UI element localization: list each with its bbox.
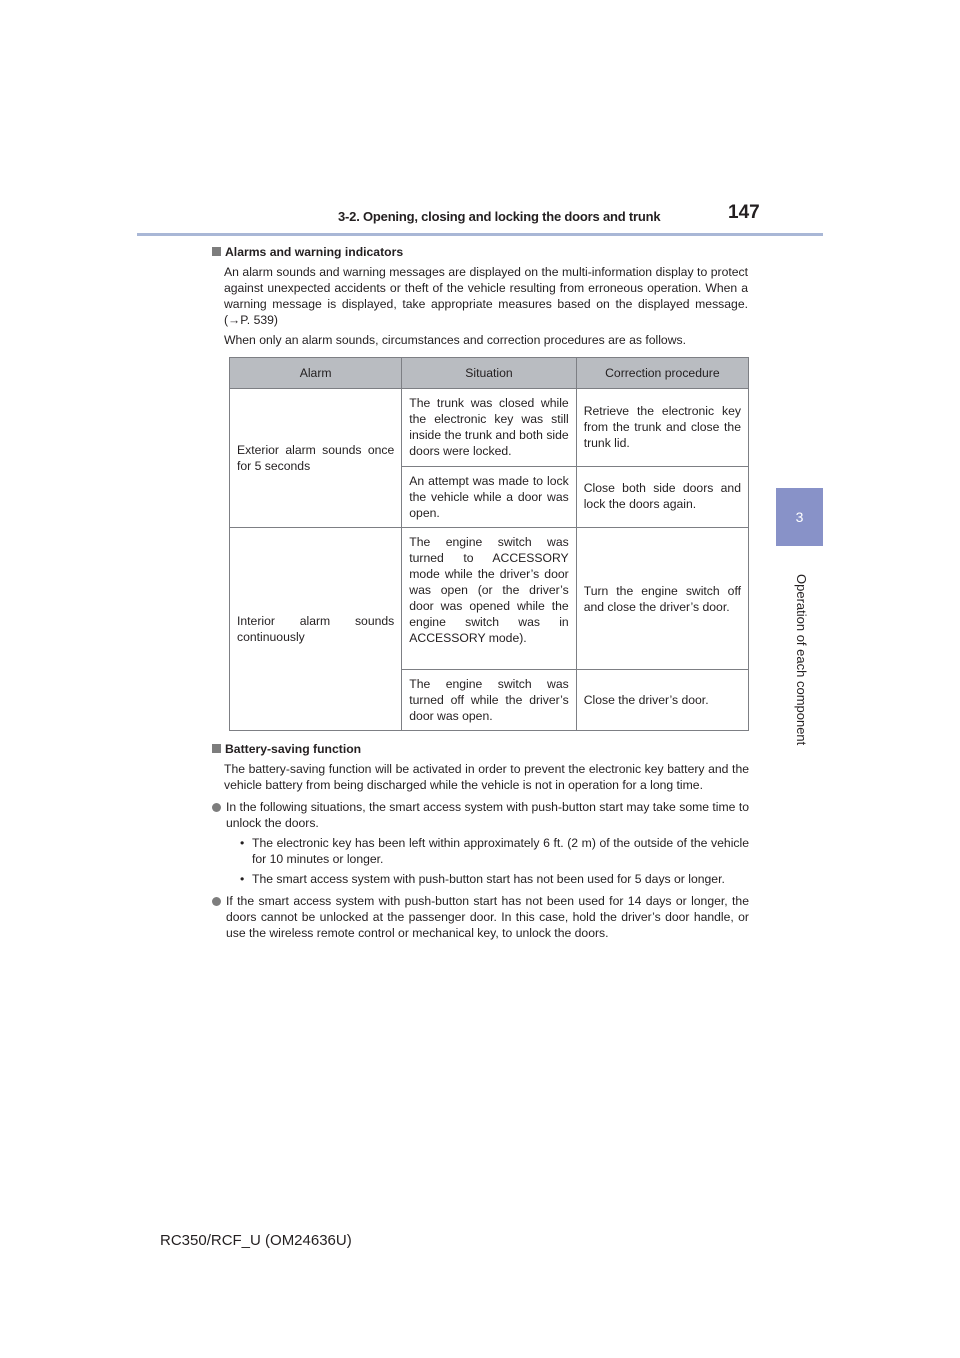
square-bullet-icon	[212, 744, 221, 753]
footer-model: RC350/RCF_U (OM24636U)	[160, 1232, 352, 1249]
battery-heading-text: Battery-saving function	[225, 742, 362, 756]
alarms-heading-text: Alarms and warning indicators	[225, 245, 404, 259]
battery-heading	[212, 741, 749, 757]
circle-bullet-icon	[212, 897, 221, 906]
bullet-text: In the following situations, the smart access system with push-button start may take some time to unlock the doors.	[226, 800, 749, 830]
battery-section	[212, 741, 749, 943]
chapter-label: Operation of each component	[794, 574, 809, 746]
list-item	[212, 799, 749, 831]
sub-bullet-text: The smart access system with push-button start has not been used for 5 days or longer.	[252, 872, 725, 886]
table-cell-alarm: Interior alarm sounds continuously	[230, 528, 402, 731]
table-header-correction: Correction procedure	[576, 358, 748, 389]
alarms-heading	[212, 244, 748, 260]
alarms-paragraph-2: When only an alarm sounds, circumstances and correction procedures are as follows.	[224, 333, 686, 347]
alarms-section	[212, 244, 748, 352]
sub-bullet-text: The electronic key has been left within approximately 6 ft. (2 m) of the outside of the vehicle for 10 minutes or longer.	[252, 836, 749, 866]
table-header-alarm: Alarm	[230, 358, 402, 389]
table-cell-situation: An attempt was made to lock the vehicle while a door was open.	[402, 467, 576, 528]
table-cell-correction: Close both side doors and lock the doors again.	[576, 467, 748, 528]
list-item	[212, 893, 749, 941]
sub-list-item	[240, 835, 749, 867]
battery-paragraph: The battery-saving function will be activated in order to prevent the electronic key battery and the vehicle battery from being discharged while the vehicle is not in operation for a long time.	[224, 762, 749, 792]
bullet-text: If the smart access system with push-button start has not been used for 14 days or longer, the doors cannot be unlocked at the passenger door. In this case, hold the driver’s door handle, or use the wireless remote control or mechanical key, to unlock the doors.	[226, 894, 749, 940]
sub-bullet-icon: •	[240, 872, 245, 886]
table-cell-correction: Close the driver’s door.	[576, 670, 748, 731]
chapter-tab[interactable]	[776, 488, 823, 546]
table-cell-situation: The trunk was closed while the electronic key was still inside the trunk and both side doors were locked.	[402, 389, 576, 467]
square-bullet-icon	[212, 247, 221, 256]
page-number: 147	[728, 202, 760, 223]
table-row	[230, 389, 749, 467]
table-header-situation: Situation	[402, 358, 576, 389]
table-cell-alarm: Exterior alarm sounds once for 5 seconds	[230, 389, 402, 528]
sub-bullet-icon: •	[240, 836, 245, 850]
chapter-number: 3	[795, 509, 804, 525]
table-cell-situation: The engine switch was turned off while the driver’s door was open.	[402, 670, 576, 731]
table-cell-correction: Turn the engine switch off and close the driver’s door.	[576, 528, 748, 670]
sub-list-item	[240, 871, 749, 887]
alarm-table	[229, 357, 749, 731]
header-title: 3-2. Opening, closing and locking the doors and trunk	[338, 209, 661, 224]
table-cell-situation: The engine switch was turned to ACCESSORY mode while the driver’s door was open (or the driver’s door was opened while the engine switch was in ACCESSORY mode).	[402, 528, 576, 670]
table-cell-correction: Retrieve the electronic key from the trunk and close the trunk lid.	[576, 389, 748, 467]
table-row	[230, 528, 749, 670]
table-header-row	[230, 358, 749, 389]
header-rule	[137, 233, 823, 236]
alarms-paragraph-1: An alarm sounds and warning messages are displayed on the multi-information display to protect against unexpected accidents or theft of the vehicle resulting from erroneous operation. When a warning message is displayed, take appropriate measures based on the displayed message. (→P. 539)	[224, 265, 748, 327]
circle-bullet-icon	[212, 803, 221, 812]
